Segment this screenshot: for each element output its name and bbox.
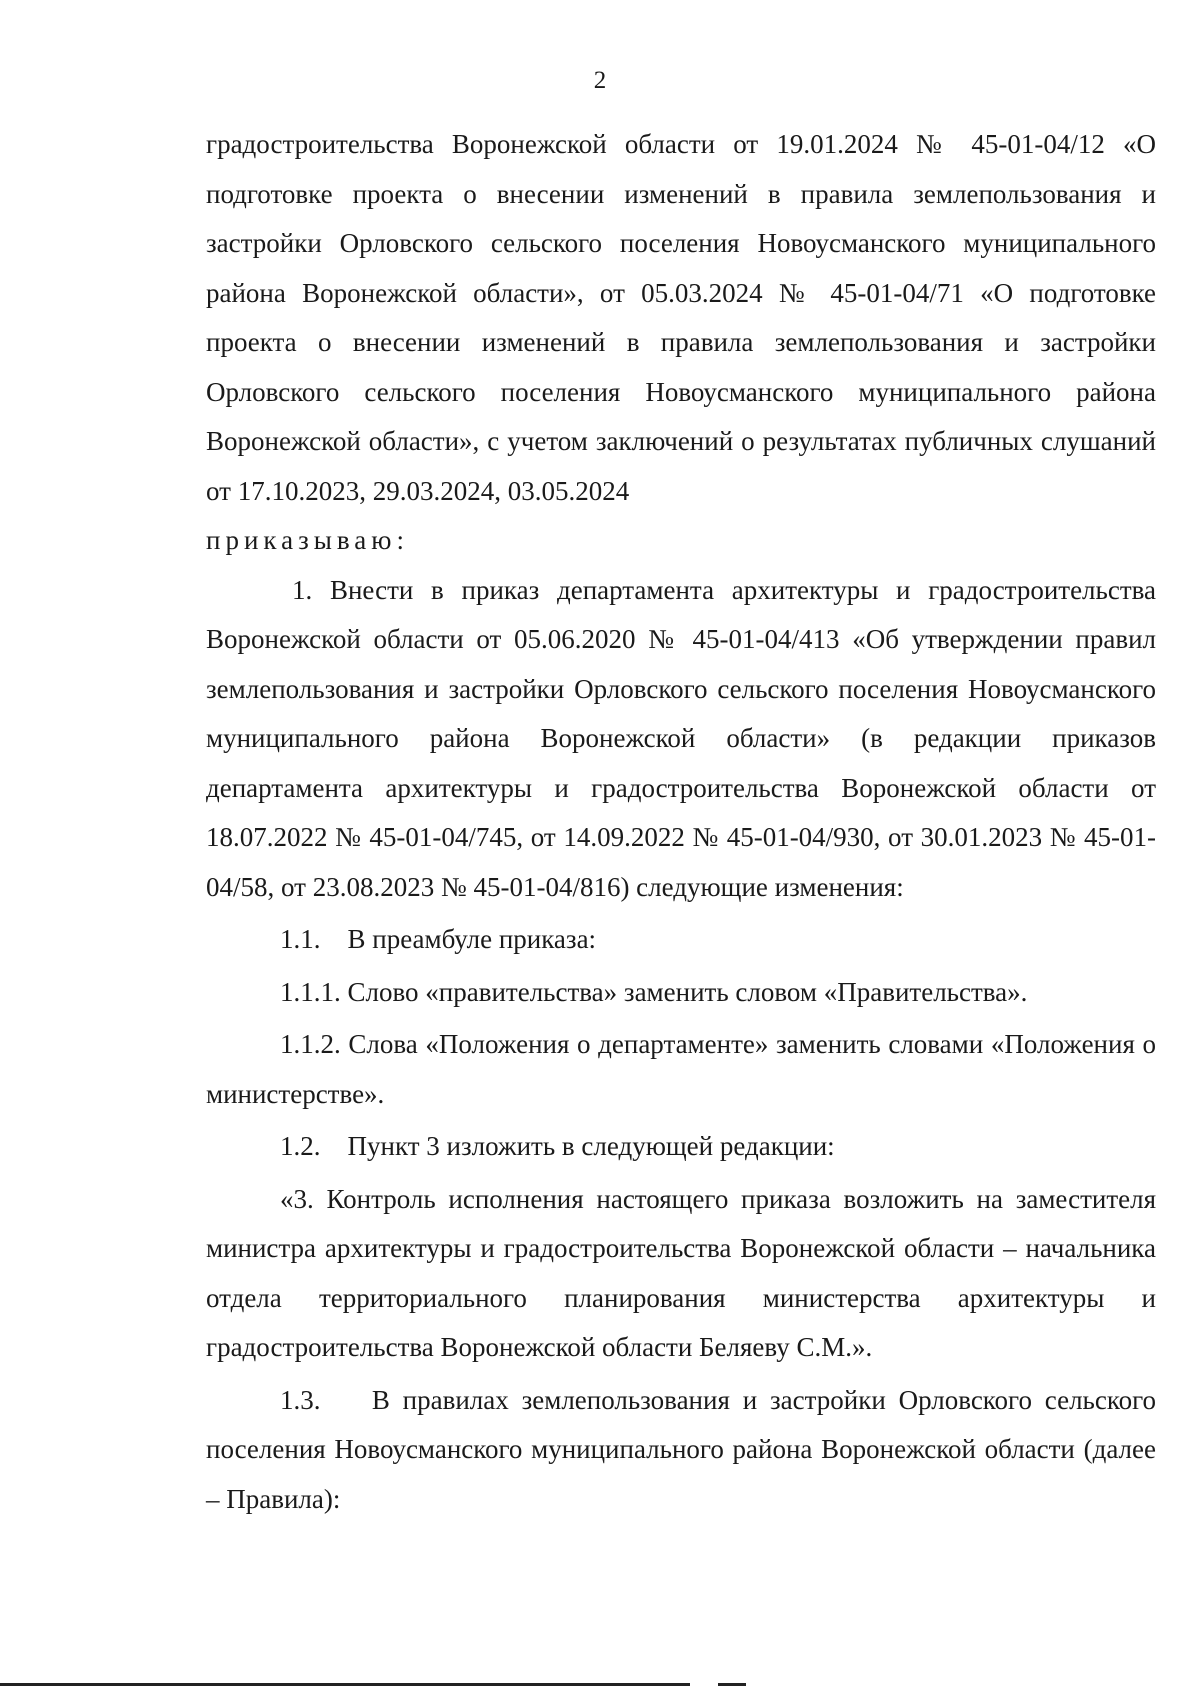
paragraph-item-1-1: 1.1. В преамбуле приказа: (280, 924, 597, 954)
decree-word: приказываю: (206, 525, 409, 555)
paragraph-item-1: 1. Внести в приказ департамента архитектуры и градостроительства Воронежской области от 05.06.2020 № 45-01-04/413 «Об утверждении правил землепользования и застройки Орловского сельского поселения Новоусманского муниципального района Воронежской области» (в редакции приказов департамента архитектуры и градостроительства Воронежской области от 18.07.2022 № 45-01-04/745, от 14.09.2022 № 45-01-04/930, от 30.01.2023 № 45-01-04/58, от 23.08.2023 № 45-01-04/816) следующие изменения: (206, 574, 1156, 902)
footer-rule-short (718, 1683, 746, 1686)
paragraph-quoted-item-3: «3. Контроль исполнения настоящего приказа возложить на заместителя министра архитектуры и градостроительства Воронежской области – начальника отдела территориального планирования министерства архитектуры и градостроительства Воронежской области Беляеву С.М.». (206, 1183, 1156, 1362)
paragraph-item-1-3: 1.3. В правилах землепользования и застройки Орловского сельского поселения Новоусманского муниципального района Воронежской области (далее – Правила): (206, 1384, 1156, 1514)
page-number: 2 (593, 67, 607, 94)
paragraph-preamble-continuation: градостроительства Воронежской области от 19.01.2024 № 45-01-04/12 «О подготовке проекта о внесении изменений в правила землепользования и застройки Орловского сельского поселения Новоусманского муниципального района Воронежской области», от 05.03.2024 № 45-01-04/71 «О подготовке проекта о внесении изменений в правила землепользования и застройки Орловского сельского поселения Новоусманского муниципального района Воронежской области», с учетом заключений о результатах публичных слушаний от 17.10.2023, 29.03.2024, 03.05.2024 (206, 129, 1156, 506)
paragraph-item-1-2: 1.2. Пункт 3 изложить в следующей редакции: (280, 1131, 835, 1161)
paragraph-item-1-1-2: 1.1.2. Слова «Положения о департаменте» заменить словами «Положения о министерстве». (206, 1029, 1156, 1109)
paragraph-item-1-1-1: 1.1.1. Слово «правительства» заменить словом «Правительства». (280, 976, 1028, 1007)
document-body (206, 120, 1156, 1524)
footer-rule (0, 1683, 690, 1686)
